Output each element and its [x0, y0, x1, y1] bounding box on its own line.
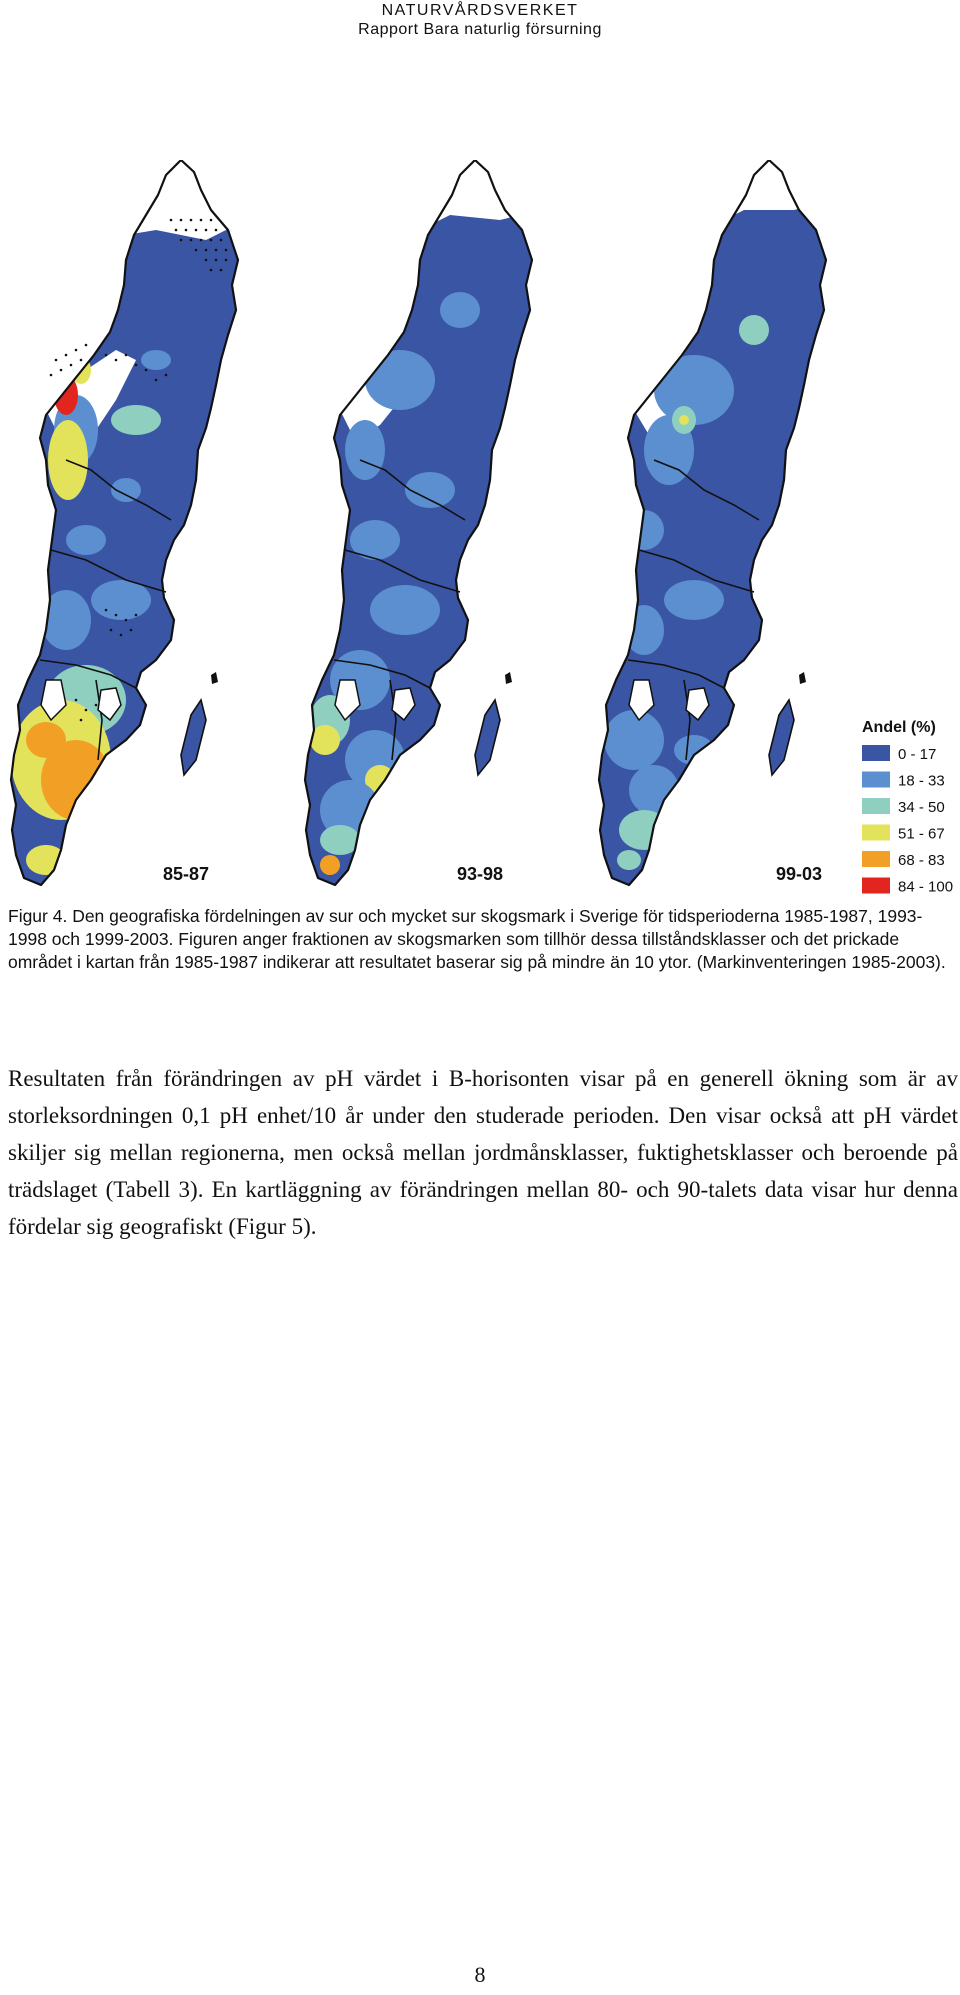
figure-caption: Figur 4. Den geografiska fördelningen av sur och mycket sur skogsmark i Sverige för tidsperioderna 1985-1987, 1993-1998 och 1999-2003. Figuren anger fraktionen av skogsmarken som tillhör dessa tillståndsklasser och det prickade området i kartan från 1985-1987 indikerar att resultatet baserar sig på mindre än 10 ytor. (Markinventeringen 1985-2003).	[8, 906, 946, 972]
legend-swatch-0	[862, 745, 890, 761]
legend-label-1: 18 - 33	[898, 772, 945, 790]
legend-title: Andel (%)	[862, 719, 936, 736]
legend-label-5: 84 - 100	[898, 878, 954, 896]
legend-label-3: 51 - 67	[898, 825, 945, 843]
map-93-98	[300, 160, 540, 900]
page-header	[0, 0, 960, 39]
header-report-title: Rapport Bara naturlig försurning	[358, 21, 602, 38]
sweden-maps-figure	[0, 160, 960, 900]
legend-label-4: 68 - 83	[898, 852, 945, 869]
period-label-99-03: 99-03	[775, 864, 823, 884]
legend-swatch-3	[862, 825, 890, 841]
legend-swatch-4	[862, 851, 890, 867]
legend-label-2: 34 - 50	[898, 799, 945, 816]
map-99-03	[594, 160, 834, 900]
legend-swatch-2	[862, 798, 890, 814]
legend-swatch-1	[862, 772, 890, 788]
page-number: 8	[474, 1962, 486, 1987]
period-label-93-98: 93-98	[456, 864, 504, 884]
period-label-85-87: 85-87	[162, 864, 210, 884]
legend-label-0: 0 - 17	[898, 746, 937, 763]
header-org: NATURVÅRDSVERKET	[381, 2, 579, 19]
legend-swatch-5	[862, 878, 890, 894]
map-85-87	[6, 160, 246, 900]
legend	[862, 719, 953, 896]
body-paragraph: Resultaten från förändringen av pH värdet i B-horisonten visar på en generell ökning som är av storleksordningen 0,1 pH enhet/10 år under den studerade perioden. Den visar också att pH värdet skiljer sig mellan regionerna, men också mellan jordmånsklasser, fuktighetsklasser och beroende på trädslaget (Tabell 3). En kartläggning av förändringen mellan 80- och 90-talets data visar hur denna fördelar sig geografiskt (Figur 5).	[8, 1066, 958, 1239]
